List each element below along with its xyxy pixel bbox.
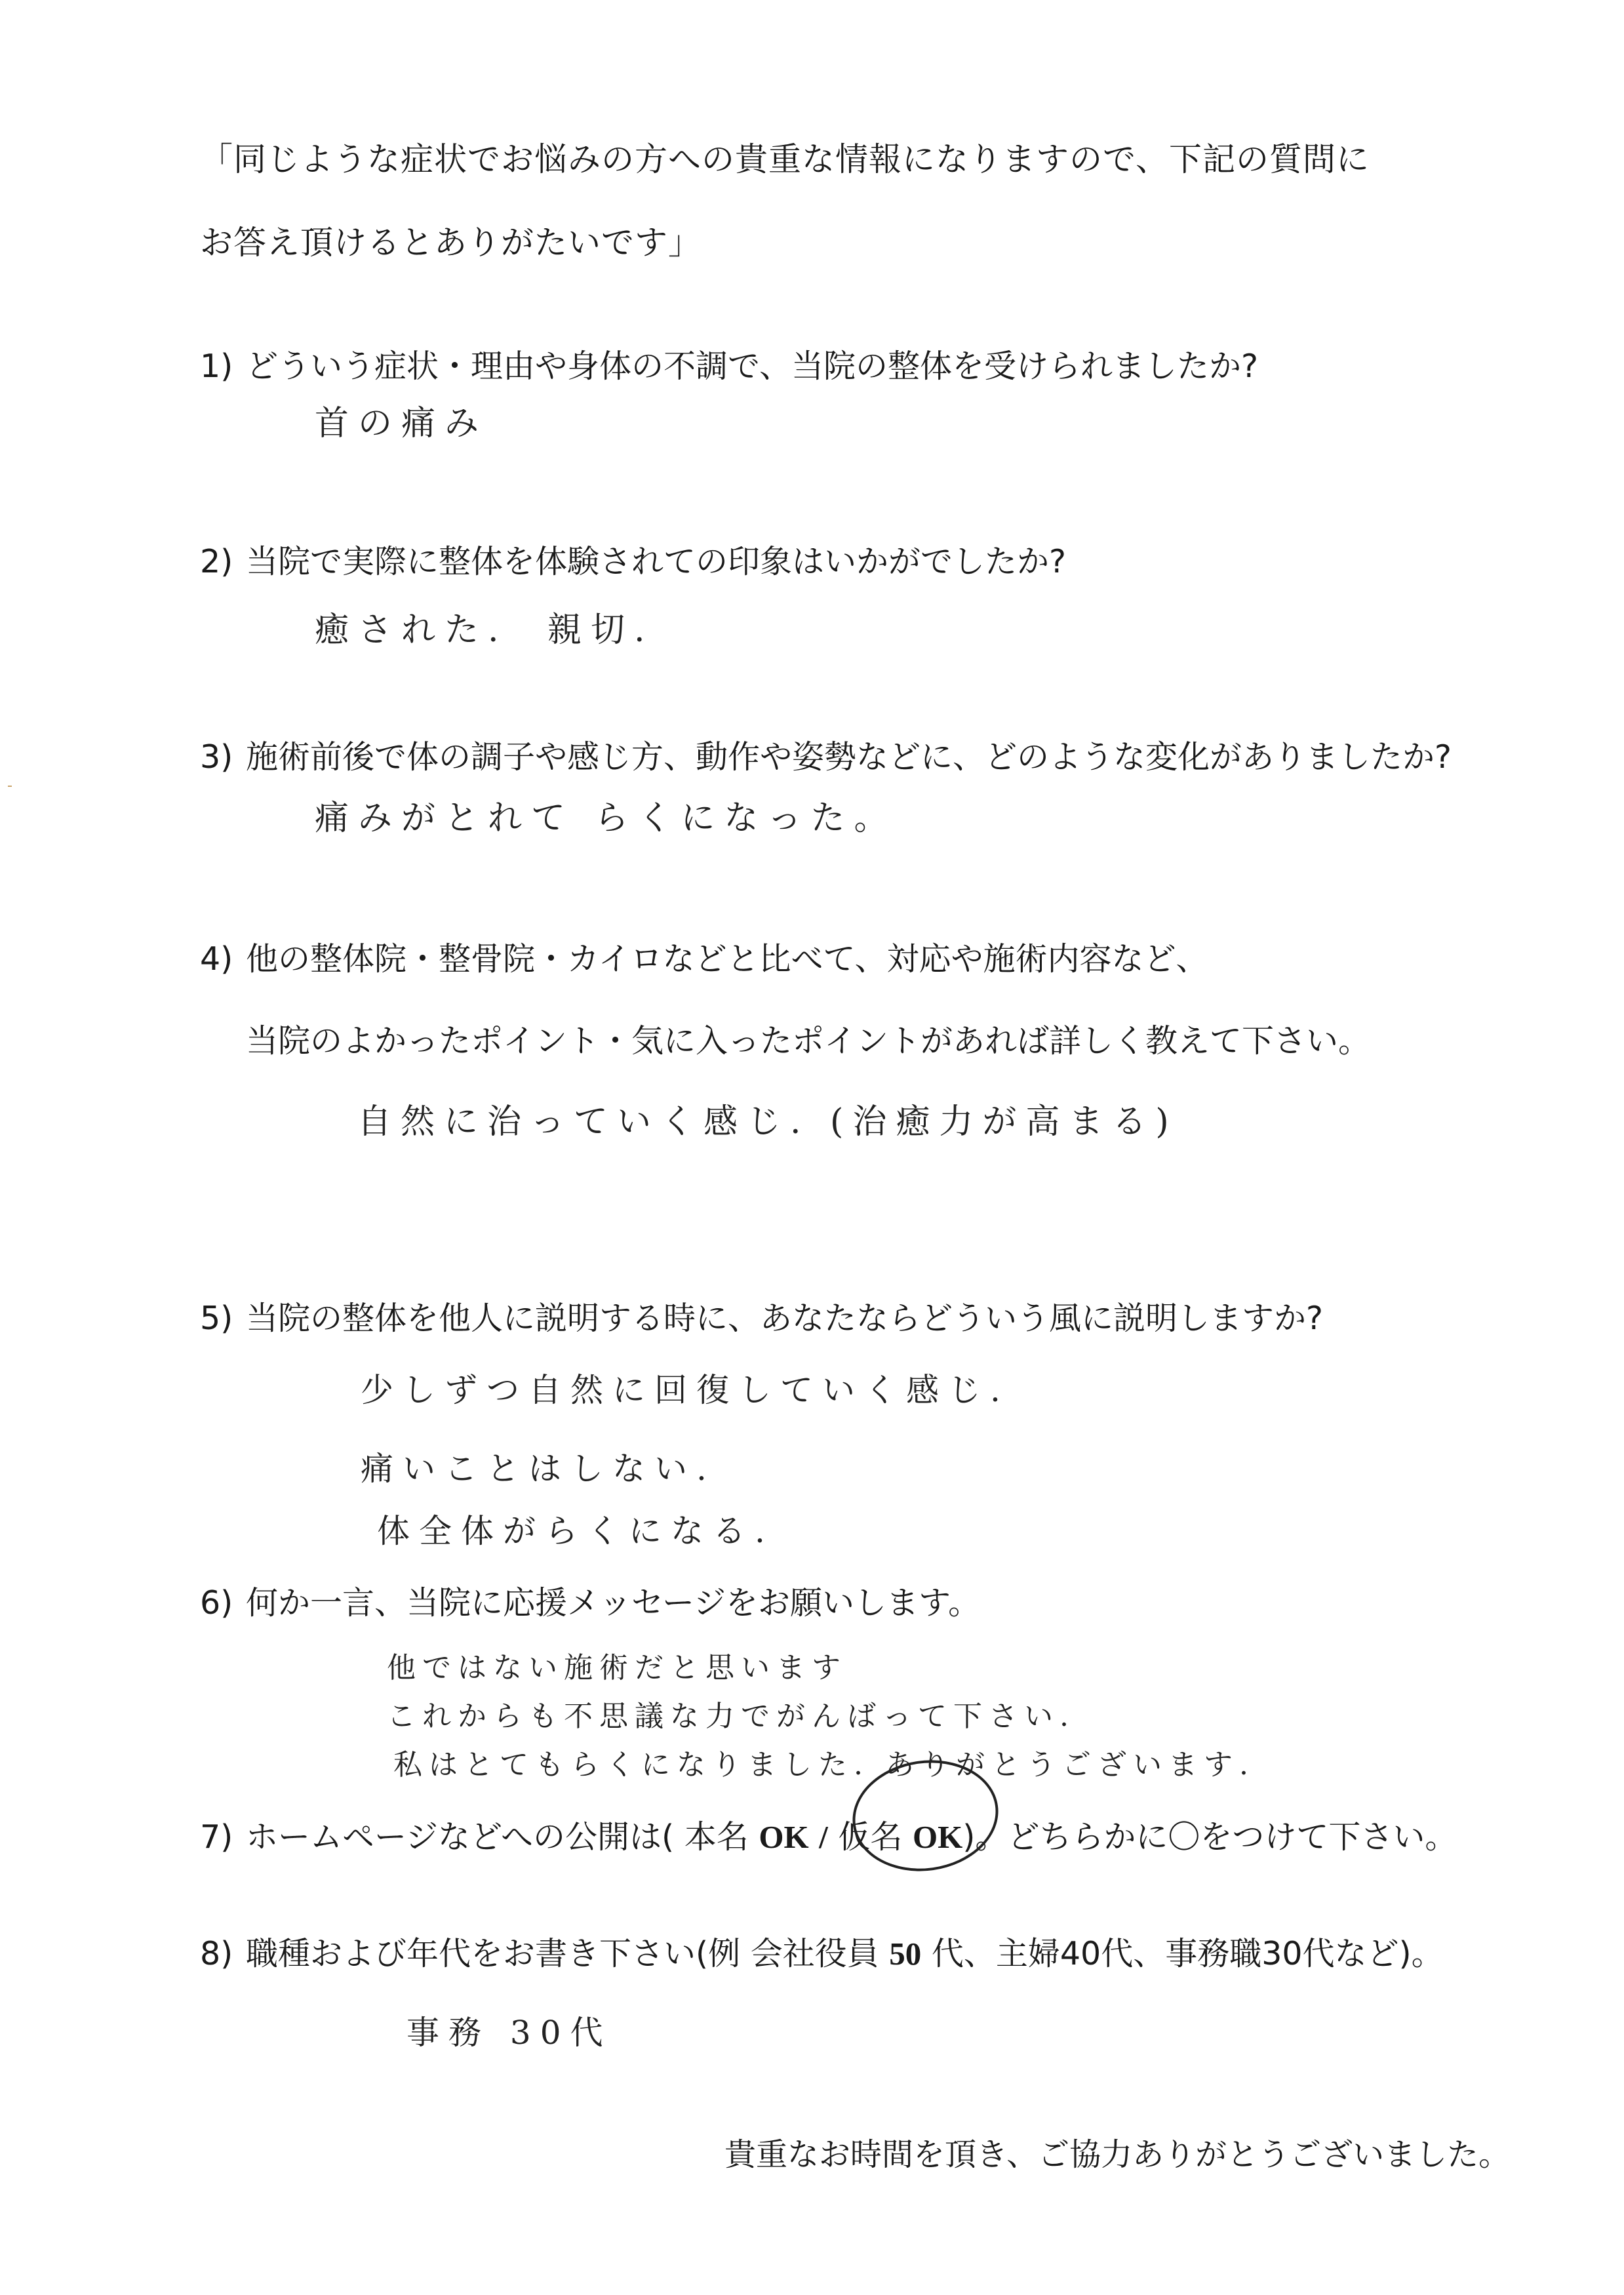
question-8 (200, 1935, 1444, 1972)
question-number: 1) (200, 348, 233, 385)
question-5 (200, 1300, 1324, 1337)
question-number: 6) (200, 1584, 233, 1622)
question-text: 何か一言、当院に応援メッセージをお願いします。 (246, 1584, 981, 1622)
answer-6-line-2: これからも不思議な力でがんばって下さい. (387, 1700, 1075, 1733)
question-number: 7) (200, 1818, 233, 1856)
answer-5-line-2: 痛いことはしない. (361, 1450, 716, 1488)
question-text: 当院で実際に整体を体験されての印象はいかがでしたか? (246, 543, 1067, 580)
question-text: どういう症状・理由や身体の不調で、当院の整体を受けられましたか? (246, 348, 1259, 385)
question-text: 当院の整体を他人に説明する時に、あなたならどういう風に説明しますか? (246, 1300, 1324, 1337)
question-number: 4) (200, 940, 233, 978)
example-age-number: 50 (889, 1936, 922, 1972)
option-pseudonym-ok: OK (912, 1819, 963, 1855)
answer-6-line-1: 他ではない施術だと思います (387, 1651, 847, 1685)
closing-thanks: 貴重なお時間を頂き、ご協力ありがとうございました。 (724, 2136, 1511, 2173)
answer-5-line-3: 体全体がらくになる. (377, 1512, 774, 1550)
answer-6-line-3: 私はとてもらくになりました. ありがとうございます. (393, 1748, 1255, 1782)
option-pseudonym-label: 仮名 (838, 1818, 903, 1856)
option-real-name-ok: OK (759, 1819, 809, 1855)
question-text-post: )。どちらかに〇をつけて下さい。 (962, 1818, 1457, 1856)
question-6 (200, 1584, 981, 1622)
question-number: 5) (200, 1300, 233, 1337)
answer-3: 痛みがとれて らくになった。 (315, 799, 898, 838)
paper-speck (8, 786, 12, 787)
question-1 (200, 348, 1259, 385)
answer-1: 首の痛み (315, 404, 488, 443)
option-real-name (684, 1818, 809, 1856)
question-number: 2) (200, 543, 233, 580)
question-4 (200, 940, 1208, 978)
answer-2-part-1: 癒された. (315, 610, 508, 650)
question-2 (200, 543, 1067, 580)
answer-5-line-1: 少しずつ自然に回復していく感じ. (361, 1371, 1010, 1409)
question-7 (200, 1818, 1457, 1856)
intro-line-2: お答え頂けるとありがたいです」 (200, 224, 702, 262)
intro-line-1: 「同じような症状でお悩みの方への貴重な情報になりますので、下記の質問に (200, 140, 1370, 178)
question-text-post: 代、主婦40代、事務職30代など)。 (931, 1935, 1444, 1972)
question-4-continued: 当院のよかったポイント・気に入ったポイントがあれば詳しく教えて下さい。 (246, 1022, 1371, 1060)
question-3 (200, 738, 1452, 776)
question-text: 他の整体院・整骨院・カイロなどと比べて、対応や施術内容など、 (246, 940, 1208, 978)
question-number: 8) (200, 1935, 233, 1972)
question-text: 施術前後で体の調子や感じ方、動作や姿勢などに、どのような変化がありましたか? (246, 738, 1452, 776)
option-real-name-label: 本名 (684, 1818, 749, 1856)
answer-4: 自然に治っていく感じ. (治癒力が高まる) (357, 1102, 1178, 1142)
answer-2-part-2: 親切. (547, 610, 654, 650)
answer-8: 事務 30代 (406, 2014, 612, 2052)
question-text-pre: 職種および年代をお書き下さい(例 会社役員 (246, 1935, 879, 1972)
question-text-pre: ホームページなどへの公開は( (246, 1818, 675, 1856)
question-number: 3) (200, 738, 233, 776)
option-separator: / (819, 1819, 828, 1855)
